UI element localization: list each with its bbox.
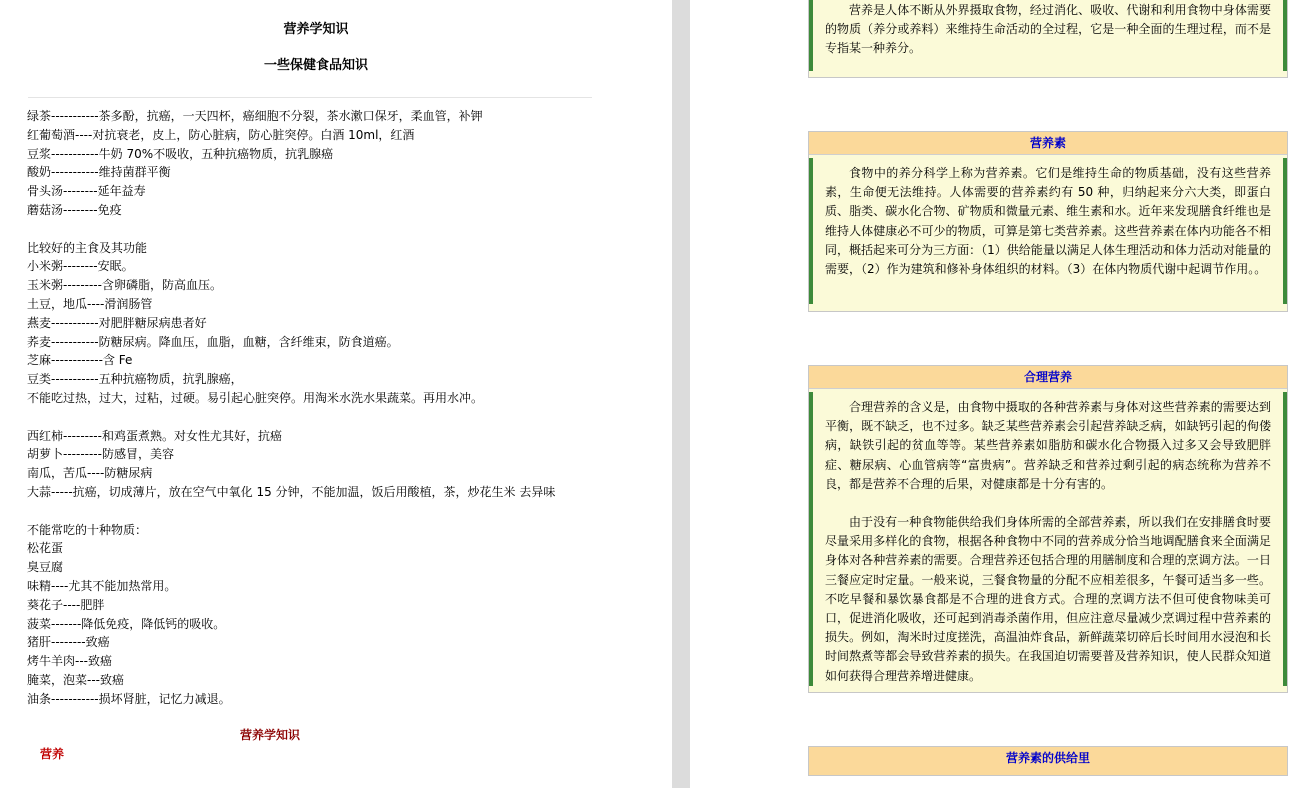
page-title: 营养学知识 — [283, 22, 349, 37]
text-line: 玉米粥---------含卵磷脂，防高血压。 — [27, 278, 222, 293]
right-document-page — [690, 0, 1309, 788]
text-line: 绿茶-----------茶多酚，抗癌，一天四杯，癌细胞不分裂，茶水漱口保牙，柔血管，补钾 — [27, 109, 483, 123]
text-line: 蘑菇汤--------免疫 — [27, 202, 122, 217]
panel-heading: 营养素 — [809, 132, 1287, 155]
nutrient-supply-panel — [808, 746, 1288, 776]
blank-line — [27, 220, 647, 239]
text-line: 荞麦-----------防糖尿病。降血压，血脂，血糖，含纤维束，防食道癌。 — [27, 334, 399, 349]
section-title-nutrition: 营养学知识 — [239, 728, 300, 742]
page-subtitle: 一些保健食品知识 — [263, 58, 368, 73]
text-line: 臭豆腐 — [27, 560, 64, 575]
text-line: 红葡萄酒----对抗衰老，皮上，防心脏病，防心脏突停。白酒 10ml，红酒 — [27, 127, 415, 142]
panel-paragraph: 由于没有一种食物能供给我们身体所需的全部营养素，所以我们在安排膳食时要尽量采用多样化的食物，根据各种食物中不同的营养成分恰当地调配膳食来全面满足身体对各种营养素的需要。合理营养还包括合理的用膳制度和合理的烹调方法。一日三餐应定时定量。一般来说，三餐食物量的分配不应相差很多，午餐可适当多一些。不吃早餐和暴饮暴食都是不合理的进食方式。合理的烹调方法不但可使食物味美可口，促进消化吸收，还可起到消毒杀菌作用，但应注意尽量减少烹调过程中营养素的损失。例如，淘米时过度搓洗，高温油炸食品，新鲜蔬菜切碎后长时间用水浸泡和长时间熬煮等都会导致营养素的损失。在我国迫切需要普及营养知识，使人民群众知道如何获得合理营养增进健康。 — [825, 515, 1271, 683]
panel-paragraph: 合理营养的含义是，由食物中摄取的各种营养素与身体对这些营养素的需要达到平衡，既不缺乏，也不过多。缺乏某些营养素会引起营养缺乏病，如缺钙引起的佝偻病，缺铁引起的贫血等等。某些营养素如脂肪和碳水化合物摄入过多又会导致肥胖症、糖尿病、心血管病等“富贵病”。营养缺乏和营养过剩引起的病态统称为营养不良，都是营养不合理的后果，对健康都是十分有害的。 — [825, 400, 1271, 491]
text-line: 不能吃过热，过大，过粘，过硬。易引起心脏突停。用淘米水洗水果蔬菜。再用水冲。 — [27, 390, 484, 405]
text-line: 酸奶-----------维持菌群平衡 — [27, 165, 171, 180]
text-line: 大蒜-----抗癌，切成薄片，放在空气中氧化 15 分钟，不能加温，饭后用酸植，茶，炒花生米 去异味 — [27, 484, 556, 499]
text-line: 不能常吃的十种物质： — [27, 522, 148, 537]
text-line: 燕麦-----------对肥胖糖尿病患者好 — [27, 315, 207, 330]
text-line: 腌菜，泡菜---致癌 — [27, 672, 124, 687]
panel-heading: 营养素的供给里 — [809, 747, 1287, 769]
panel-body — [809, 0, 1287, 71]
text-line: 芝麻------------含 Fe — [27, 353, 133, 368]
blank-line — [27, 502, 647, 521]
text-line: 南瓜，苦瓜----防糖尿病 — [27, 466, 153, 481]
text-line: 油条-----------损坏肾脏，记忆力减退。 — [27, 691, 231, 706]
panel-body — [809, 392, 1287, 686]
page-divider — [672, 0, 690, 788]
text-line: 豆类-----------五种抗癌物质，抗乳腺癌， — [27, 372, 243, 387]
text-line: 西红柿---------和鸡蛋煮熟。对女性尤其好，抗癌 — [27, 428, 282, 443]
panel-paragraph: 食物中的养分科学上称为营养素。它们是维持生命的物质基础，没有这些营养素，生命便无法维持。人体需要的营养素约有 50 种，归纳起来分六大类，即蛋白质、脂类、碳水化合物、矿物质和微量元素、维生素和水。近年来发现膳食纤维也是维持人体健康必不可少的物质，可算是第七类营养素。这些营养素在体内功能各不相同，概括起来可分为三方面：（1）供给能量以满足人体生理活动和体力活动对能量的需要，（2）作为建筑和修补身体组织的材料。（3）在体内物质代谢中起调节作用。。 — [825, 166, 1271, 277]
text-line: 小米粥--------安眠。 — [27, 259, 134, 274]
text-line: 烤牛羊肉---致癌 — [27, 654, 112, 669]
nutrients-panel — [808, 131, 1288, 312]
text-line: 味精----尤其不能加热常用。 — [27, 578, 177, 593]
text-line: 比较好的主食及其功能 — [27, 240, 148, 255]
text-line: 骨头汤--------延年益寿 — [27, 184, 146, 199]
text-line: 葵花子----肥胖 — [27, 597, 105, 612]
balanced-nutrition-panel — [808, 365, 1288, 693]
blank-line — [27, 408, 647, 427]
text-line: 猪肝--------致癌 — [27, 635, 110, 650]
panel-heading: 合理营养 — [809, 366, 1287, 389]
nutrition-definition-panel — [808, 0, 1288, 78]
food-notes-list — [27, 107, 647, 709]
text-line: 土豆，地瓜----滑润肠管 — [27, 296, 153, 311]
text-line: 胡萝卜---------防感冒，美容 — [27, 447, 174, 462]
text-line: 菠菜-------降低免疫，降低钙的吸收。 — [27, 616, 226, 631]
panel-paragraph: 营养是人体不断从外界摄取食物，经过消化、吸收、代谢和利用食物中身体需要的物质（养分或养料）来维持生命活动的全过程，它是一种全面的生理过程，而不是专指某一种养分。 — [825, 3, 1271, 56]
section-subtitle-nutrition: 营养 — [40, 747, 65, 761]
horizontal-rule — [28, 97, 592, 98]
text-line: 松花蛋 — [27, 541, 64, 556]
text-line: 豆浆-----------牛奶 70%不吸收，五种抗癌物质，抗乳腺癌 — [27, 146, 334, 161]
panel-body — [809, 158, 1287, 304]
